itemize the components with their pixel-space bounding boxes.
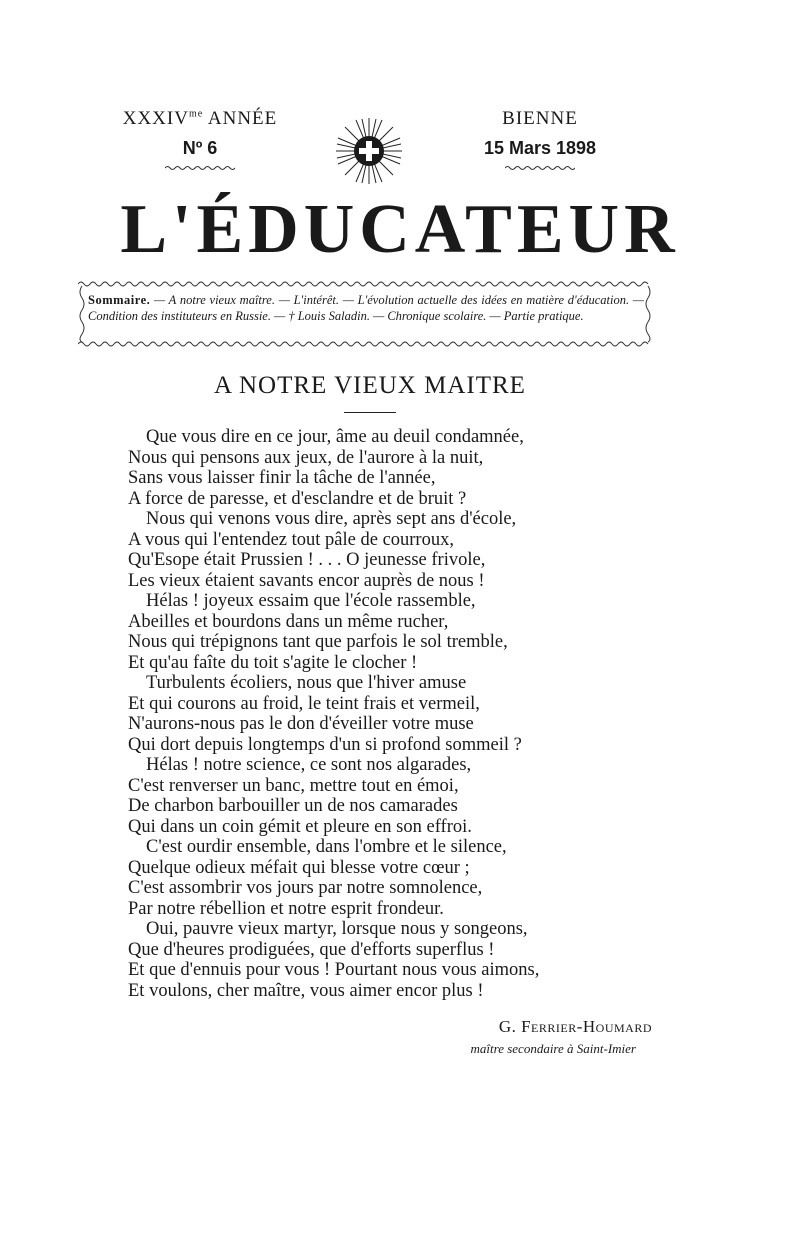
stanza: [128, 673, 648, 755]
toc-text: [88, 292, 644, 324]
poem-title: A NOTRE VIEUX MAITRE: [214, 372, 526, 399]
volume-superscript: me: [188, 108, 204, 120]
swiss-cross-emblem: [334, 116, 404, 186]
title-rule: [344, 412, 396, 413]
poem-line: Les vieux étaient savants encor auprès de nous !: [128, 570, 485, 591]
poem-line: Qui dans un coin gémit et pleure en son effroi.: [128, 816, 472, 837]
poem-line: Abeilles et bourdons dans un même rucher,: [128, 611, 449, 632]
poem-line: Hélas ! notre science, ce sont nos algarades,: [146, 755, 472, 775]
masthead-title: L'ÉDUCATEUR: [120, 191, 680, 268]
poem-line: N'aurons-nous pas le don d'éveiller votre muse: [128, 714, 474, 734]
poem-line: A force de paresse, et d'esclandre et de bruit ?: [128, 488, 467, 509]
volume-year: [110, 108, 290, 130]
poem-line: Par notre rébellion et notre esprit frondeur.: [128, 898, 444, 919]
toc-label: Sommaire.: [88, 293, 151, 307]
poem-line: Nous qui pensons aux jeux, de l'aurore à la nuit,: [128, 447, 484, 468]
stanza: [128, 427, 648, 509]
issue-info: [110, 108, 290, 171]
poem-line: Qui dort depuis longtemps d'un si profond sommeil ?: [128, 734, 522, 755]
poem-line: Sans vous laisser finir la tâche de l'année,: [128, 468, 436, 488]
poem-body: [128, 427, 648, 1001]
stanza: [128, 591, 648, 673]
poem-line: Et que d'ennuis pour vous ! Pourtant nous vous aimons,: [128, 960, 540, 980]
poem-line: Et qu'au faîte du toit s'agite le clocher !: [128, 652, 418, 673]
volume-word: ANNÉE: [207, 108, 278, 129]
poem-line: A vous qui l'entendez tout pâle de courroux,: [128, 529, 454, 550]
issue-date: 15 Mars 1898: [483, 138, 597, 158]
issue-place-date: [470, 108, 610, 171]
poem-line: Que d'heures prodiguées, que d'efforts superflus !: [128, 939, 495, 960]
poem-line: Qu'Esope était Prussien ! . . . O jeunesse frivole,: [128, 550, 486, 570]
poem-line: C'est assombrir vos jours par notre somnolence,: [128, 878, 483, 898]
poem-line: Nous qui venons vous dire, après sept ans d'école,: [146, 509, 517, 529]
poem-line: Que vous dire en ce jour, âme au deuil condamnée,: [146, 427, 524, 447]
volume-roman: XXXIV: [122, 108, 189, 129]
author-name: G. Ferrier-Houmard: [498, 1017, 652, 1036]
poem-line: Quelque odieux méfait qui blesse votre cœur ;: [128, 857, 470, 878]
city: BIENNE: [502, 108, 578, 129]
poem-line: C'est ourdir ensemble, dans l'ombre et le silence,: [146, 837, 507, 857]
stanza: [128, 919, 648, 1001]
poem-line: Turbulents écoliers, nous que l'hiver amuse: [146, 673, 467, 693]
issue-number: Nº 6: [182, 138, 218, 158]
toc-entries: — A notre vieux maître. — L'intérêt. — L'évolution actuelle des idées en matière d'éducation. — Condition des instituteurs en Russie. — † Louis Saladin. — Chronique scolaire. — Partie pratique.: [88, 293, 644, 323]
poem-line: De charbon barbouiller un de nos camarades: [128, 796, 458, 816]
poem-line: Et qui courons au froid, le teint frais et vermeil,: [128, 693, 480, 714]
table-of-contents: [78, 278, 652, 348]
poem-line: Nous qui trépignons tant que parfois le sol tremble,: [128, 632, 508, 652]
wavy-rule-left: [165, 165, 235, 171]
author-role: maître secondaire à Saint-Imier: [470, 1041, 636, 1056]
poem-line: Oui, pauvre vieux martyr, lorsque nous y songeons,: [146, 919, 528, 939]
stanza: [128, 755, 648, 837]
poem-line: C'est renverser un banc, mettre tout en émoi,: [128, 775, 459, 796]
stanza: [128, 509, 648, 591]
stanza: [128, 837, 648, 919]
poem-line: Et voulons, cher maître, vous aimer encor plus !: [128, 980, 484, 1001]
poem-line: Hélas ! joyeux essaim que l'école rassemble,: [146, 591, 476, 611]
wavy-rule-right: [505, 165, 575, 171]
